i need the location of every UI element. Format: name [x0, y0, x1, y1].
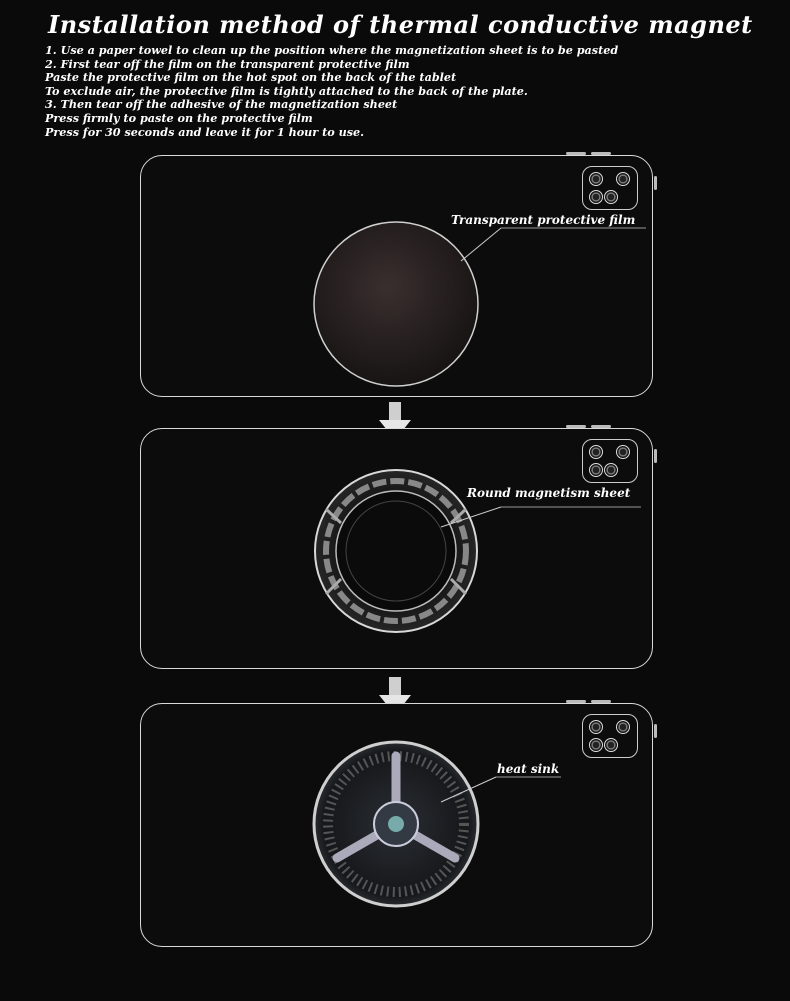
heat-sink-illustration: [141, 704, 651, 948]
step-line: Paste the protective film on the hot spot on the back of the tablet: [45, 70, 457, 85]
step-line: 2. First tear off the film on the transparent protective film: [45, 56, 410, 71]
callout-label: Round magnetism sheet: [467, 486, 631, 500]
tablet-panel-magnetism-sheet: [140, 428, 653, 669]
tablet-panel-protective-film: [140, 155, 653, 397]
callout-label: Transparent protective film: [451, 213, 636, 227]
tablet-panel-heat-sink: [140, 703, 653, 947]
instruction-steps: [45, 44, 618, 139]
callout-label: heat sink: [497, 762, 560, 776]
protective-film-illustration: [141, 156, 651, 396]
magnetism-sheet-illustration: [141, 429, 651, 669]
step-line: Press for 30 seconds and leave it for 1 hour to use.: [45, 124, 365, 139]
step-line: 1. Use a paper towel to clean up the position where the magnetization sheet is to be pasted: [45, 43, 619, 57]
step-line: 3. Then tear off the adhesive of the magnetization sheet: [45, 97, 398, 112]
page-title: Installation method of thermal conductive magnet: [48, 10, 753, 39]
step-line: To exclude air, the protective film is tightly attached to the back of the plate.: [45, 83, 528, 98]
step-line: Press firmly to paste on the protective film: [45, 110, 313, 125]
